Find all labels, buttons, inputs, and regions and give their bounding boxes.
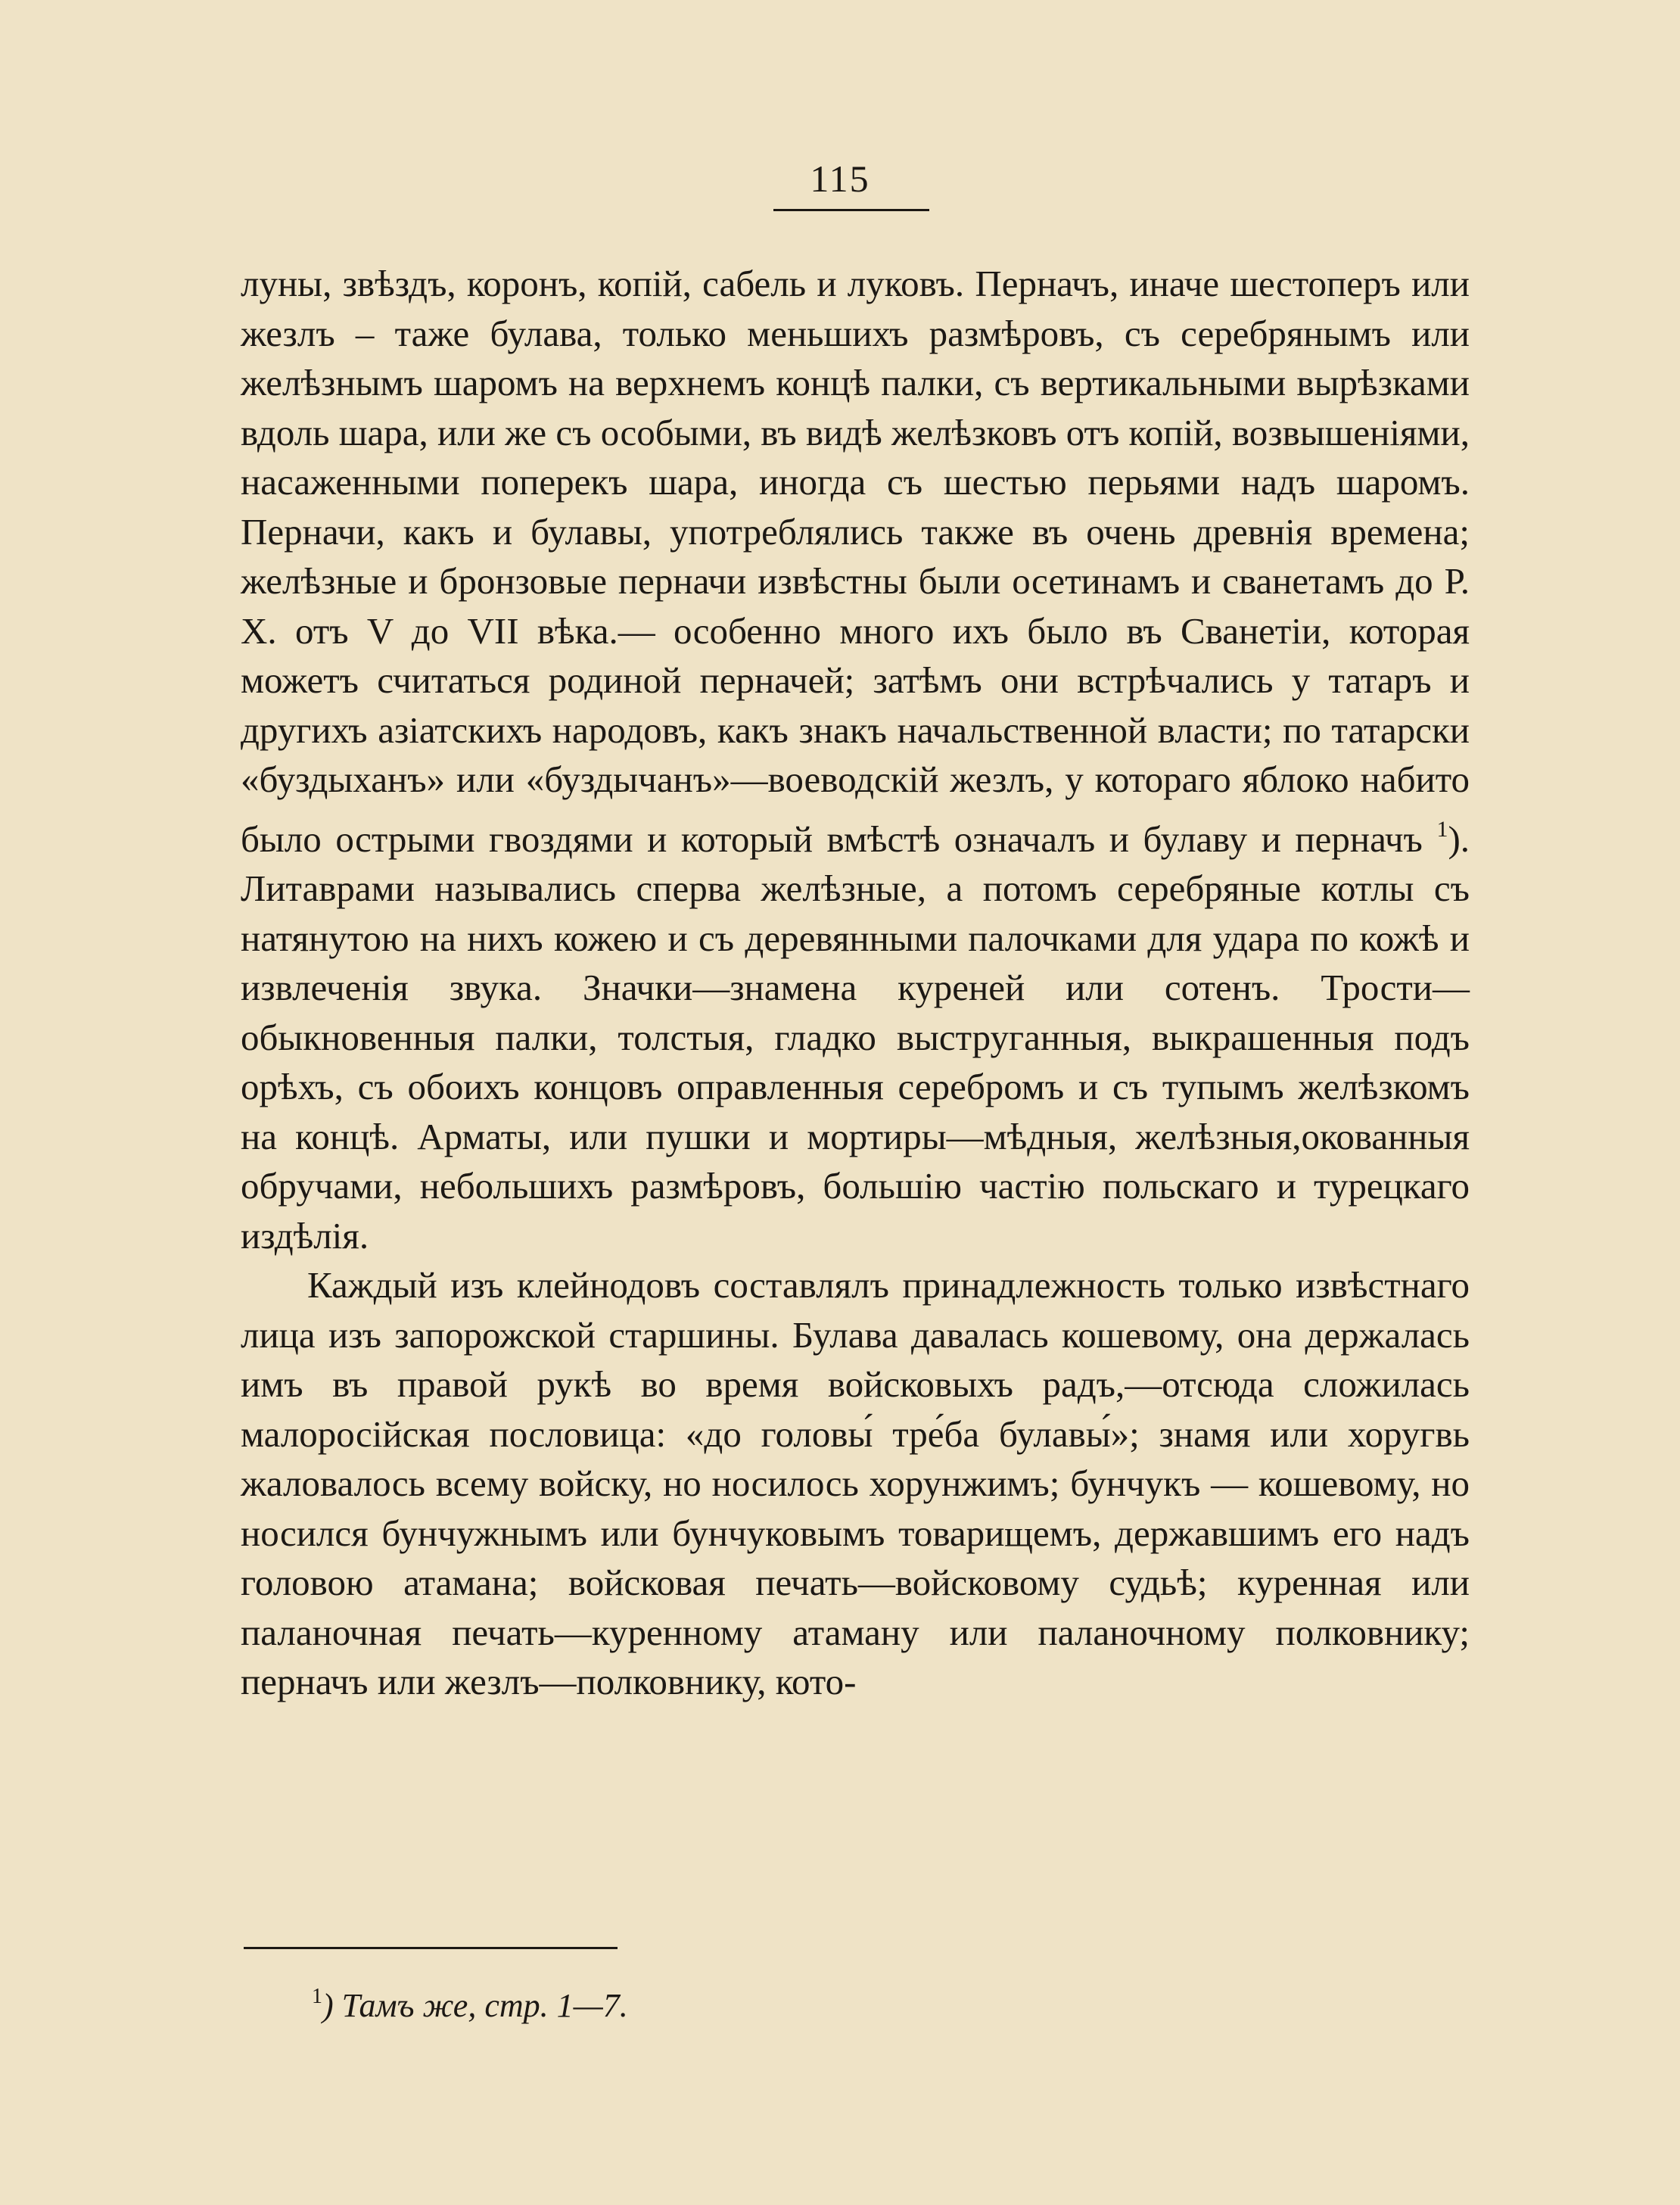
paragraph-1 xyxy=(241,259,1470,1260)
footnote-separator xyxy=(244,1947,618,1949)
page-number-underline xyxy=(773,209,929,211)
page-number: 115 xyxy=(810,157,870,200)
footnote-text: ) Тамъ же, стр. 1—7. xyxy=(322,1987,628,2024)
paragraph-1-text-after-note: ). Литаврами назывались сперва желѣзные, а потомъ серебряные котлы съ натянутою на нихъ кожею и съ деревянными палочками для удара по кожѣ и извлеченія звука. Значки—знамена куреней или сотенъ. Трости—обыкновенныя палки, толстыя, гладко выструганныя, выкрашенныя подъ орѣхъ, съ обоихъ концовъ оправленныя серебромъ и съ тупымъ желѣзкомъ на концѣ. Арматы, или пушки и мортиры—мѣдныя, желѣзныя,окованныя обручами, небольшихъ размѣровъ, большію частію польскаго и турецкаго издѣлія. xyxy=(241,818,1470,1257)
footnote-reference: 1 xyxy=(1436,816,1448,842)
paragraph-2: Каждый изъ клейнодовъ составлялъ принадлежность только извѣстнаго лица изъ запорожской старшины. Булава давалась кошевому, она держалась имъ въ правой рукѣ во время войсковыхъ радъ,—отсюда сложилась малоросійская пословица: «до головы́ тре́ба булавы́»; знамя или хоругвь жаловалось всему войску, но носилось хорунжимъ; бунчукъ — кошевому, но носился бунчужнымъ или бунчуковымъ товарищемъ, державшимъ его надъ головою атамана; войсковая печать—войсковому судьѣ; куренная или паланочная печать—куренному атаману или паланочному полковнику; перначъ или жезлъ—полковнику, кото- xyxy=(241,1264,1470,1702)
footnote-marker: 1 xyxy=(312,1985,322,2008)
body-text xyxy=(241,259,1470,1707)
paragraph-1-text-before-note: луны, звѣздъ, коронъ, копій, сабель и луковъ. Перначъ, иначе шестоперъ или жезлъ – таже булава, только меньшихъ размѣровъ, съ серебрянымъ или желѣзнымъ шаромъ на верхнемъ концѣ палки, съ вертикальными вырѣзками вдоль шара, или же съ особыми, въ видѣ желѣзковъ отъ копій, возвышеніями, насаженными поперекъ шара, иногда съ шестью перьями надъ шаромъ. Перначи, какъ и булавы, употреблялись также въ очень древнія времена; желѣзные и бронзовые перначи извѣстны были осетинамъ и сванетамъ до Р. Х. отъ V до VII вѣка.— особенно много ихъ было въ Сванетіи, которая можетъ считаться родиной перначей; затѣмъ они встрѣчались у татаръ и другихъ азіатскихъ народовъ, какъ знакъ начальственной власти; по татарски «буздыханъ» или «буздычанъ»—воеводскій жезлъ, у котораго яблоко набито было острыми гвоздями и который вмѣстѣ означалъ и булаву и перначъ xyxy=(241,263,1470,860)
footnote xyxy=(312,1976,628,2027)
